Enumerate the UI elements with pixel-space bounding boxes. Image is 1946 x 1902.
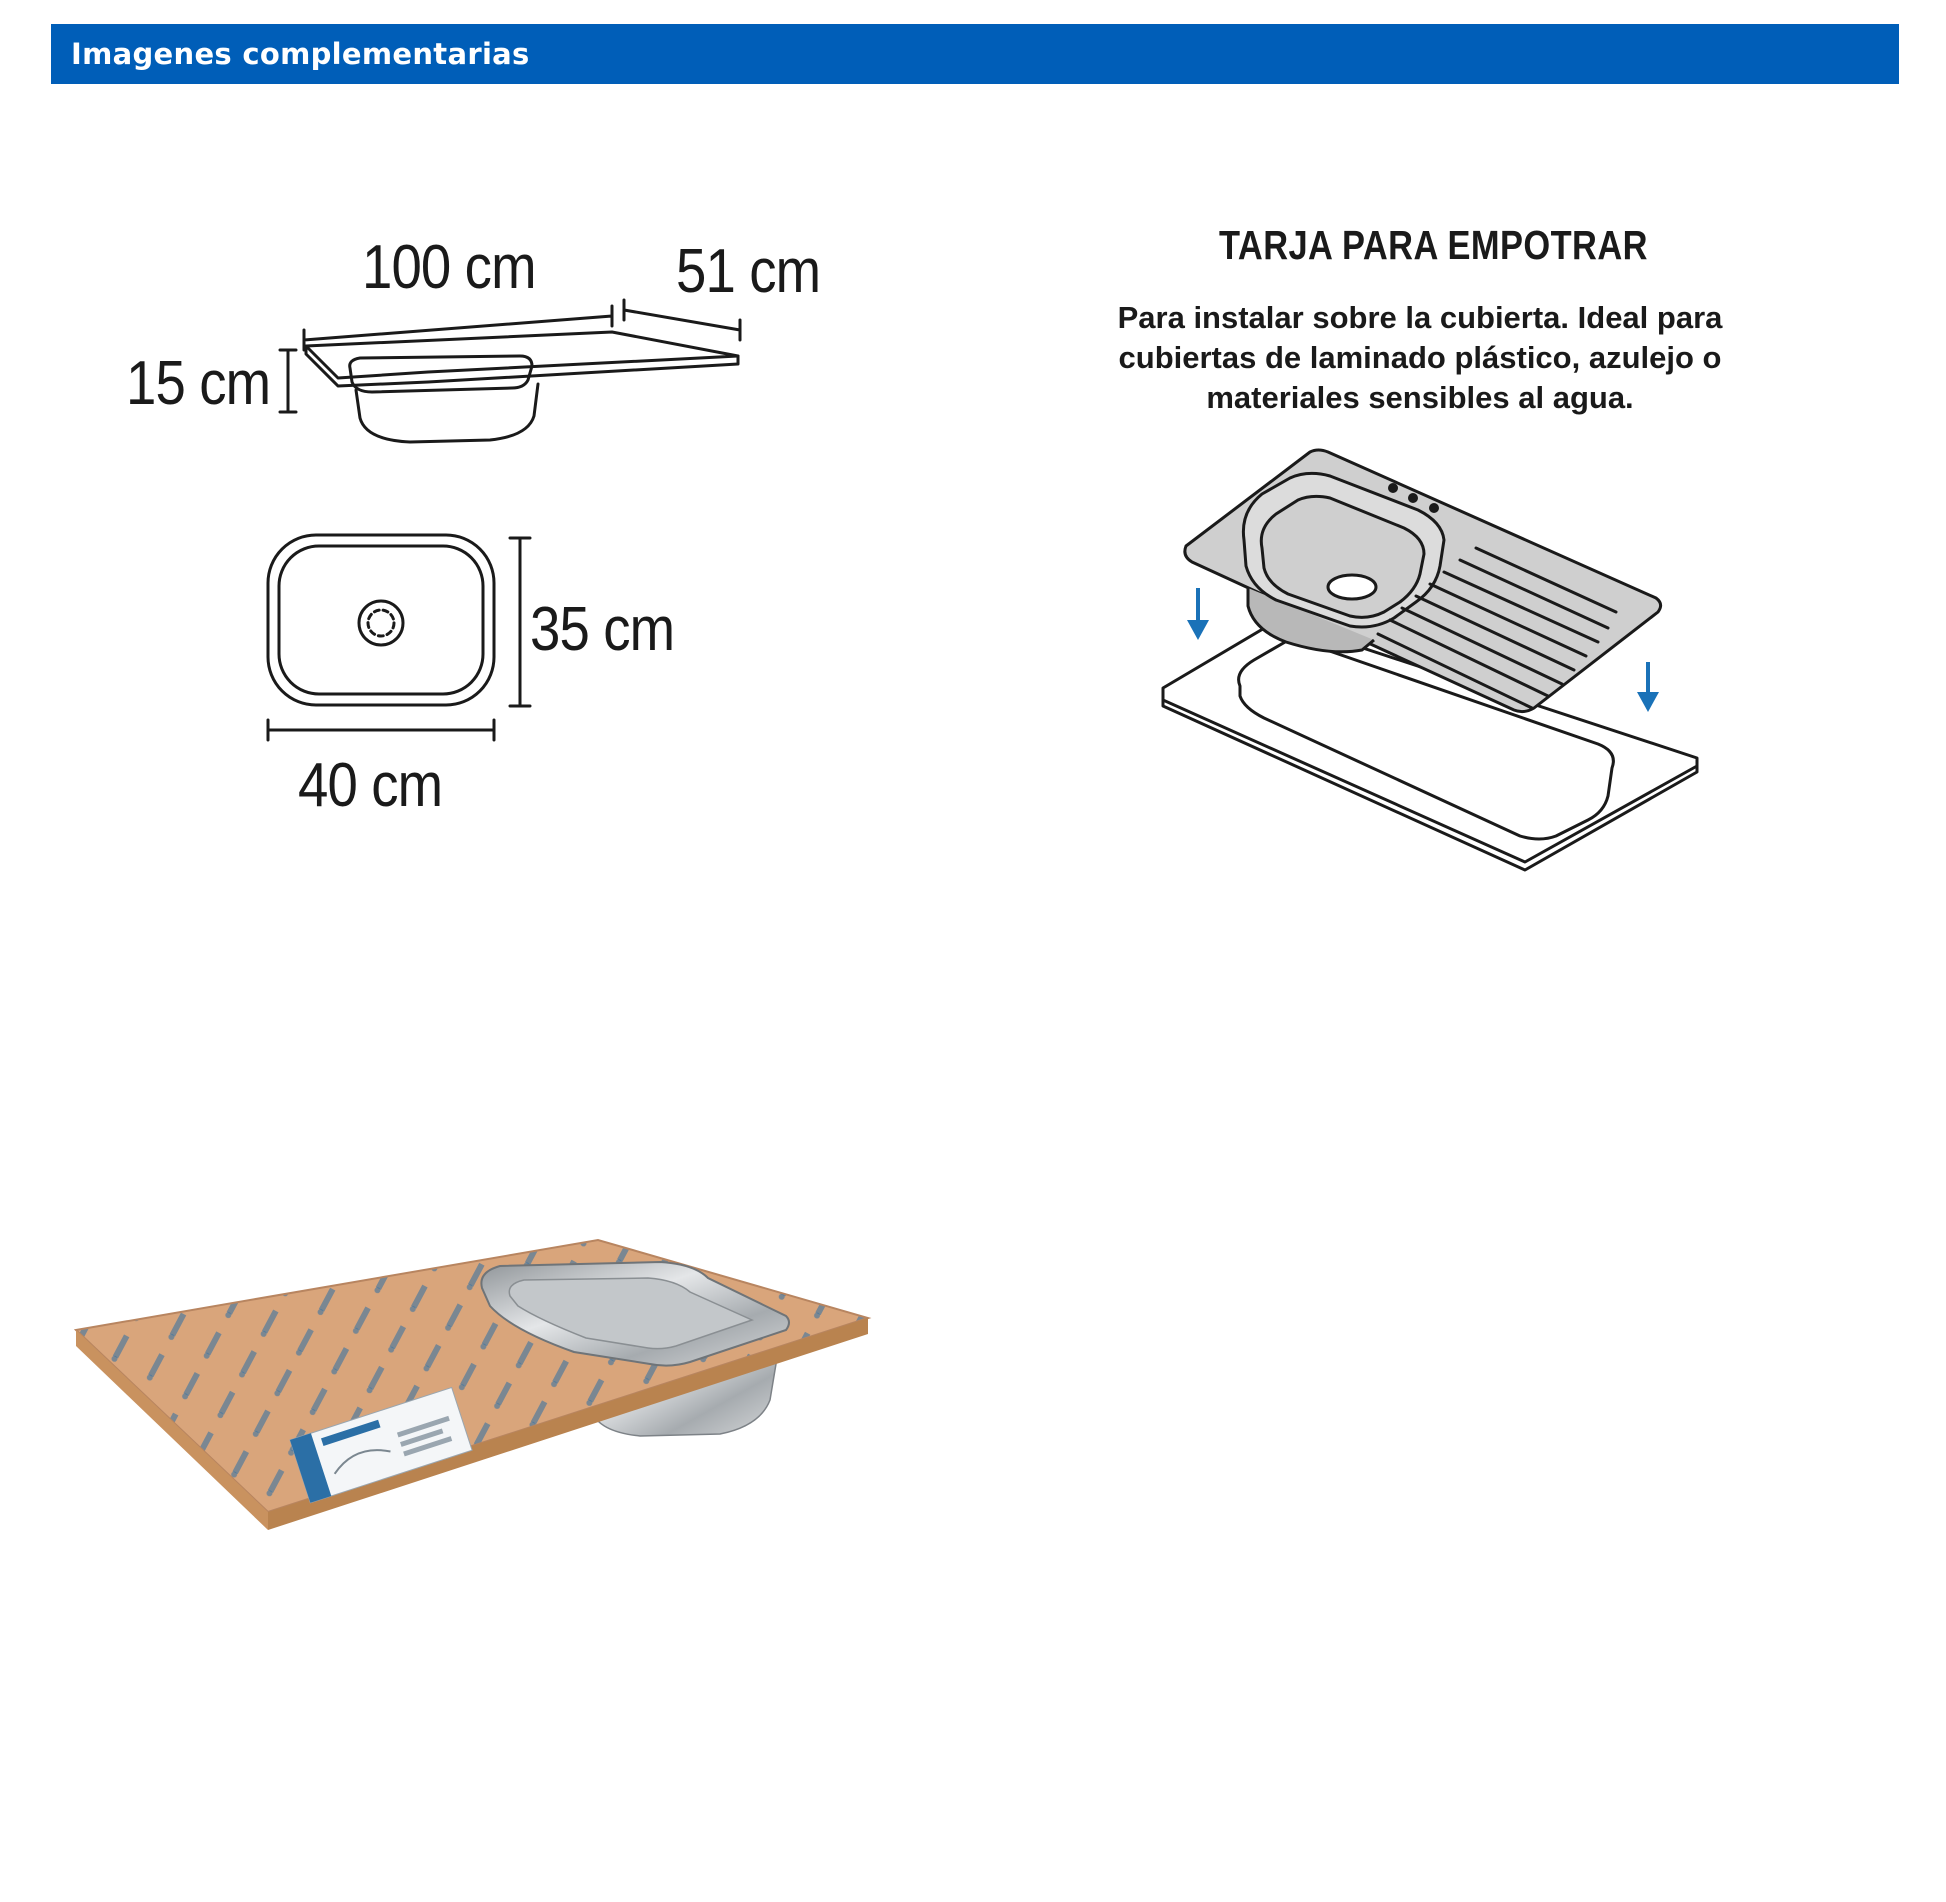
length-label: 100 cm xyxy=(362,233,536,302)
depth-label: 15 cm xyxy=(126,349,271,418)
section-title: Imagenes complementarias xyxy=(71,37,530,71)
install-title: TARJA PARA EMPOTRAR xyxy=(1219,222,1648,268)
bowl-length-label: 35 cm xyxy=(530,595,675,664)
width-label: 51 cm xyxy=(676,237,821,306)
install-description: Para instalar sobre la cubierta. Ideal para cubiertas de laminado plástico, azulejo o materiales sensibles al agua. xyxy=(1117,300,1723,415)
bowl-width-label: 40 cm xyxy=(298,751,443,820)
